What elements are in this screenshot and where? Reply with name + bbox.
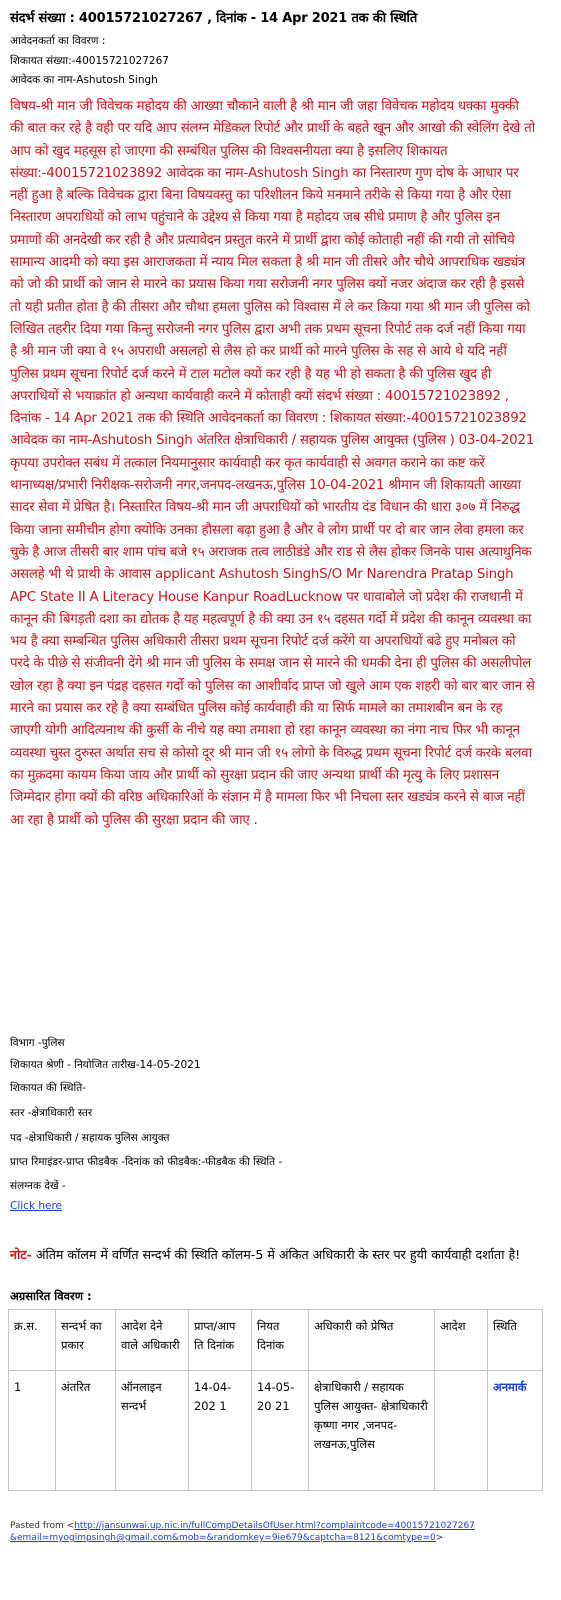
- col-header-order: आदेश: [435, 1310, 488, 1371]
- complaint-number: शिकायत संख्या:-40015721027267: [10, 55, 169, 67]
- col-header-sno: क्र.स.: [9, 1310, 56, 1371]
- post: पद -क्षेत्राधिकारी / सहायक पुलिस आयुक्त: [10, 1132, 170, 1144]
- cell-forwarded-to: क्षेत्राधिकारी / सहायक पुलिस आयुक्त- क्षेत्राधिकारी कृष्णा नगर ,जनपद-लखनऊ,पुलिस: [309, 1371, 435, 1491]
- applicant-section-label: आवेदनकर्ता का विवरण :: [10, 35, 106, 47]
- forwarded-details-title: अग्रसारित विवरण :: [10, 1289, 92, 1303]
- forwarding-table: [8, 1309, 543, 1491]
- cell-received: 14-04-202 1: [189, 1371, 252, 1491]
- department: विभाग -पुलिस: [10, 1037, 65, 1049]
- complaint-category: शिकायत श्रेणी - नियोजित तारीख-14-05-2021: [10, 1059, 201, 1071]
- attachment-label: संलग्नक देखें -: [10, 1180, 66, 1192]
- cell-authority: ऑनलाइन सन्दर्भ: [116, 1371, 189, 1491]
- footer-close: >: [435, 1533, 444, 1543]
- col-header-authority: आदेश देने वाले अधिकारी: [116, 1310, 189, 1371]
- note-text: अंतिम कॉलम में वर्णित सन्दर्भ की स्थिति कॉलम-5 में अंकित अधिकारी के स्तर पर हुयी कार्यवाही दर्शाता है!: [31, 1247, 521, 1262]
- footer: [10, 1520, 550, 1544]
- col-header-status: स्थिति: [488, 1310, 543, 1371]
- cell-status: [488, 1371, 543, 1491]
- applicant-name: आवेदक का नाम-Ashutosh Singh: [10, 74, 158, 86]
- col-header-due: नियत दिनांक: [252, 1310, 309, 1371]
- note-label: नोट-: [10, 1247, 32, 1262]
- col-header-received: प्राप्त/आप ति दिनांक: [189, 1310, 252, 1371]
- cell-due: 14-05-20 21: [252, 1371, 309, 1491]
- complaint-status-label: शिकायत की स्थिति-: [10, 1082, 86, 1094]
- page-title: संदर्भ संख्या : 40015721027267 , दिनांक - 14 Apr 2021 तक की स्थिति: [10, 11, 418, 26]
- pasted-from-label: Pasted from <: [10, 1521, 75, 1531]
- note: [10, 1244, 540, 1265]
- level: स्तर -क्षेत्राधिकारी स्तर: [10, 1107, 93, 1119]
- complaint-body: विषय-श्री मान जी विवेचक महोदय की आख्या चौकाने वाली है श्री मान जी जहा विवेचक महोदय धक्का मुक्की की बात कर रहे है वही पर यदि आप संलग्न मेडिकल रिपोर्ट और प्रार्थी के बहते खून और आखो की स्वेलिंग देखे तो आप को खुद महसूस हो जाएगा की सम्बंधित पुलिस की विश्वसनीयता क्या है इसलिए शिकायत संख्या:-40015721023892 आवेदक का नाम-Ashutosh Singh का निस्तारण गुण दोष के आधार पर नहीं हुआ है बल्कि विवेचक द्वारा बिना विषयवस्तु का परिशीलन किये मनमाने तरीके से किया गया है और ऐसा निस्तारण अपराधियों को लाभ पहुंचाने के उद्देश्य से किया गया है महोदय जब सीधे प्रमाण है और पुलिस इन प्रमाणों की अनदेखी कर रही है और प्रत्यावेदन प्रस्तुत करने में प्रार्थी द्वारा कोई कोताही नहीं की गयी तो सोचिये सामान्य आदमी को क्या इस आराजकता में न्याय मिल सकता है श्री मान जी तीसरे और चौथे आपराधिक खड्यंत्र को जो की प्रार्थी को जान से मारने का प्रयास किया गया सरोजनी नगर पुलिस क्यों नजर अंदाज कर रही है इससे तो यही प्रतीत होता है की तीसरा और चौथा हमला पुलिस को विश्वास में ले कर किया गया श्री मान जी पुलिस को लिखित तहरीर दिया गया किन्तु सरोजनी नगर पुलिस द्वारा अभी तक प्रथम सूचना रिपोर्ट तक दर्ज नहीं किया गया है श्री मान जी क्या वे १५ अपराधी असलहो से लैस हो कर प्रार्थी को मारने पुलिस के सह से आये थे यदि नहीं पुलिस प्रथम सूचना रिपोर्ट दर्ज करने में टाल मटोल क्यों कर रही है यह भी हो सकता है की पुलिस खुद ही अपराधियों से भयाक्रांत हो अन्यथा कार्यवाही करने में कोताही क्यों संदर्भ संख्या : 40015721023892 , दिनांक - 14 Apr 2021 तक की स्थिति आवेदनकर्ता का विवरण : शिकायत संख्या:-40015721023892 आवेदक का नाम-Ashutosh Singh अंतरित क्षेत्राधिकारी / सहायक पुलिस आयुक्त (पुलिस ) 03-04-2021 कृपया उपरोक्त सबंध में तत्काल नियमानुसार कार्यवाही कर कृत कार्यवाही से अवगत कराने का कष्ट करें थानाध्यक्ष/प्रभारी निरीक्षक-सरोजनी नगर,जनपद-लखनऊ,पुलिस 10-04-2021 श्रीमान जी शिकायती आख्या सादर सेवा में प्रेषित है। निस्तारित विषय-श्री मान जी अपराधियों को भारतीय दंड विधान की धारा ३०७ में निरुद्ध किया जाना समीचीन होगा क्योकि उनका हौसला बढ़ा हुआ है और वे लोग प्रार्थी पर दो बार जान लेवा हमला कर चुके है आज तीसरी बार शाम पांच बजे १५ अराजक तत्व लाठीडंडे और राड से लैस होकर जिनके पास अत्याधुनिक असलहे भी थे प्राथी के आवास applicant Ashutosh SinghS/O Mr Narendra Pratap Singh APC State II A Literacy House Kanpur RoadLucknow पर धावाबोले जो प्रदेश की राजधानी में कानून की बिगड़ती दशा का द्योतक है यह महत्वपूर्ण है की क्या उन १५ दहसत गर्दो में प्रदेश की कानून व्यवस्था का भय है क्या सम्बन्धित पुलिस अधिकारी तीसरा प्रथम सूचना रिपोर्ट दर्ज करेंगे या अपराधियों बढे हुए मनोबल को परदे के पीछे से संजीवनी देंगे श्री मान जी पुलिस के समक्ष जान से मारने की धमकी देना ही पुलिस की असलीपोल खोल रहा है क्या इन पंद्रह दहसत गर्दो को पुलिस का आशीर्वाद प्राप्त जो खुले आम एक शहरी को बार बार जान से मारने का प्रयास कर रहे है क्या सम्बंधित पुलिस कोई कार्यवाही की या सिर्फ मामले का तमाशबीन बन के रह जाएगी योगी आदित्यनाथ की कुर्सी के नीचे यह क्या तमाशा हो रहा कानून व्यवस्था का नंगा नाच फिर भी कानून व्यवस्था चुस्त दुरुस्त अर्थात सच से कोसो दूर श्री मान जी १५ लोगो के विरुद्ध प्रथम सूचना रिपोर्ट दर्ज करके बलवा का मुक़दमा कायम किया जाय और प्रार्थी को सुरक्षा प्रदान की जाए अन्यथा प्रार्थी की मृत्यु के लिए प्रशासन जिम्मेदार होगा क्यों की वरिष्ठ अधिकारिओं के संज्ञान में है मामला फिर भी निचला स्तर खड्यंत्र करने से बाज नहीं आ रहा है प्रार्थी को पुलिस की सुरक्षा प्रदान की जाए .: [10, 99, 535, 828]
- click-here-link[interactable]: Click here: [10, 1200, 63, 1212]
- cell-order: [435, 1371, 488, 1491]
- cell-sno: 1: [9, 1371, 56, 1491]
- status-link[interactable]: अनमार्क: [493, 1380, 527, 1394]
- col-header-forwarded-to: अधिकारी को प्रेषित: [309, 1310, 435, 1371]
- table-header-row: [9, 1310, 543, 1371]
- col-header-type: सन्दर्भ का प्रकार: [56, 1310, 116, 1371]
- reminder-feedback: प्राप्त रिमाइंडर-प्राप्त फीडबैक -दिनांक को फीडबैक:-फीडबैक की स्थिति -: [10, 1156, 283, 1168]
- source-url-link[interactable]: http://jansunwai.up.nic.in/fullCompDetailsOfUser.html?complaintcode=40015721027267 &email=myogimpsingh@gmail.com&mob=&randomkey=9ie679&captcha=8121&comtype=0: [10, 1521, 475, 1543]
- cell-type: अंतरित: [56, 1371, 116, 1491]
- table-row: [9, 1371, 543, 1491]
